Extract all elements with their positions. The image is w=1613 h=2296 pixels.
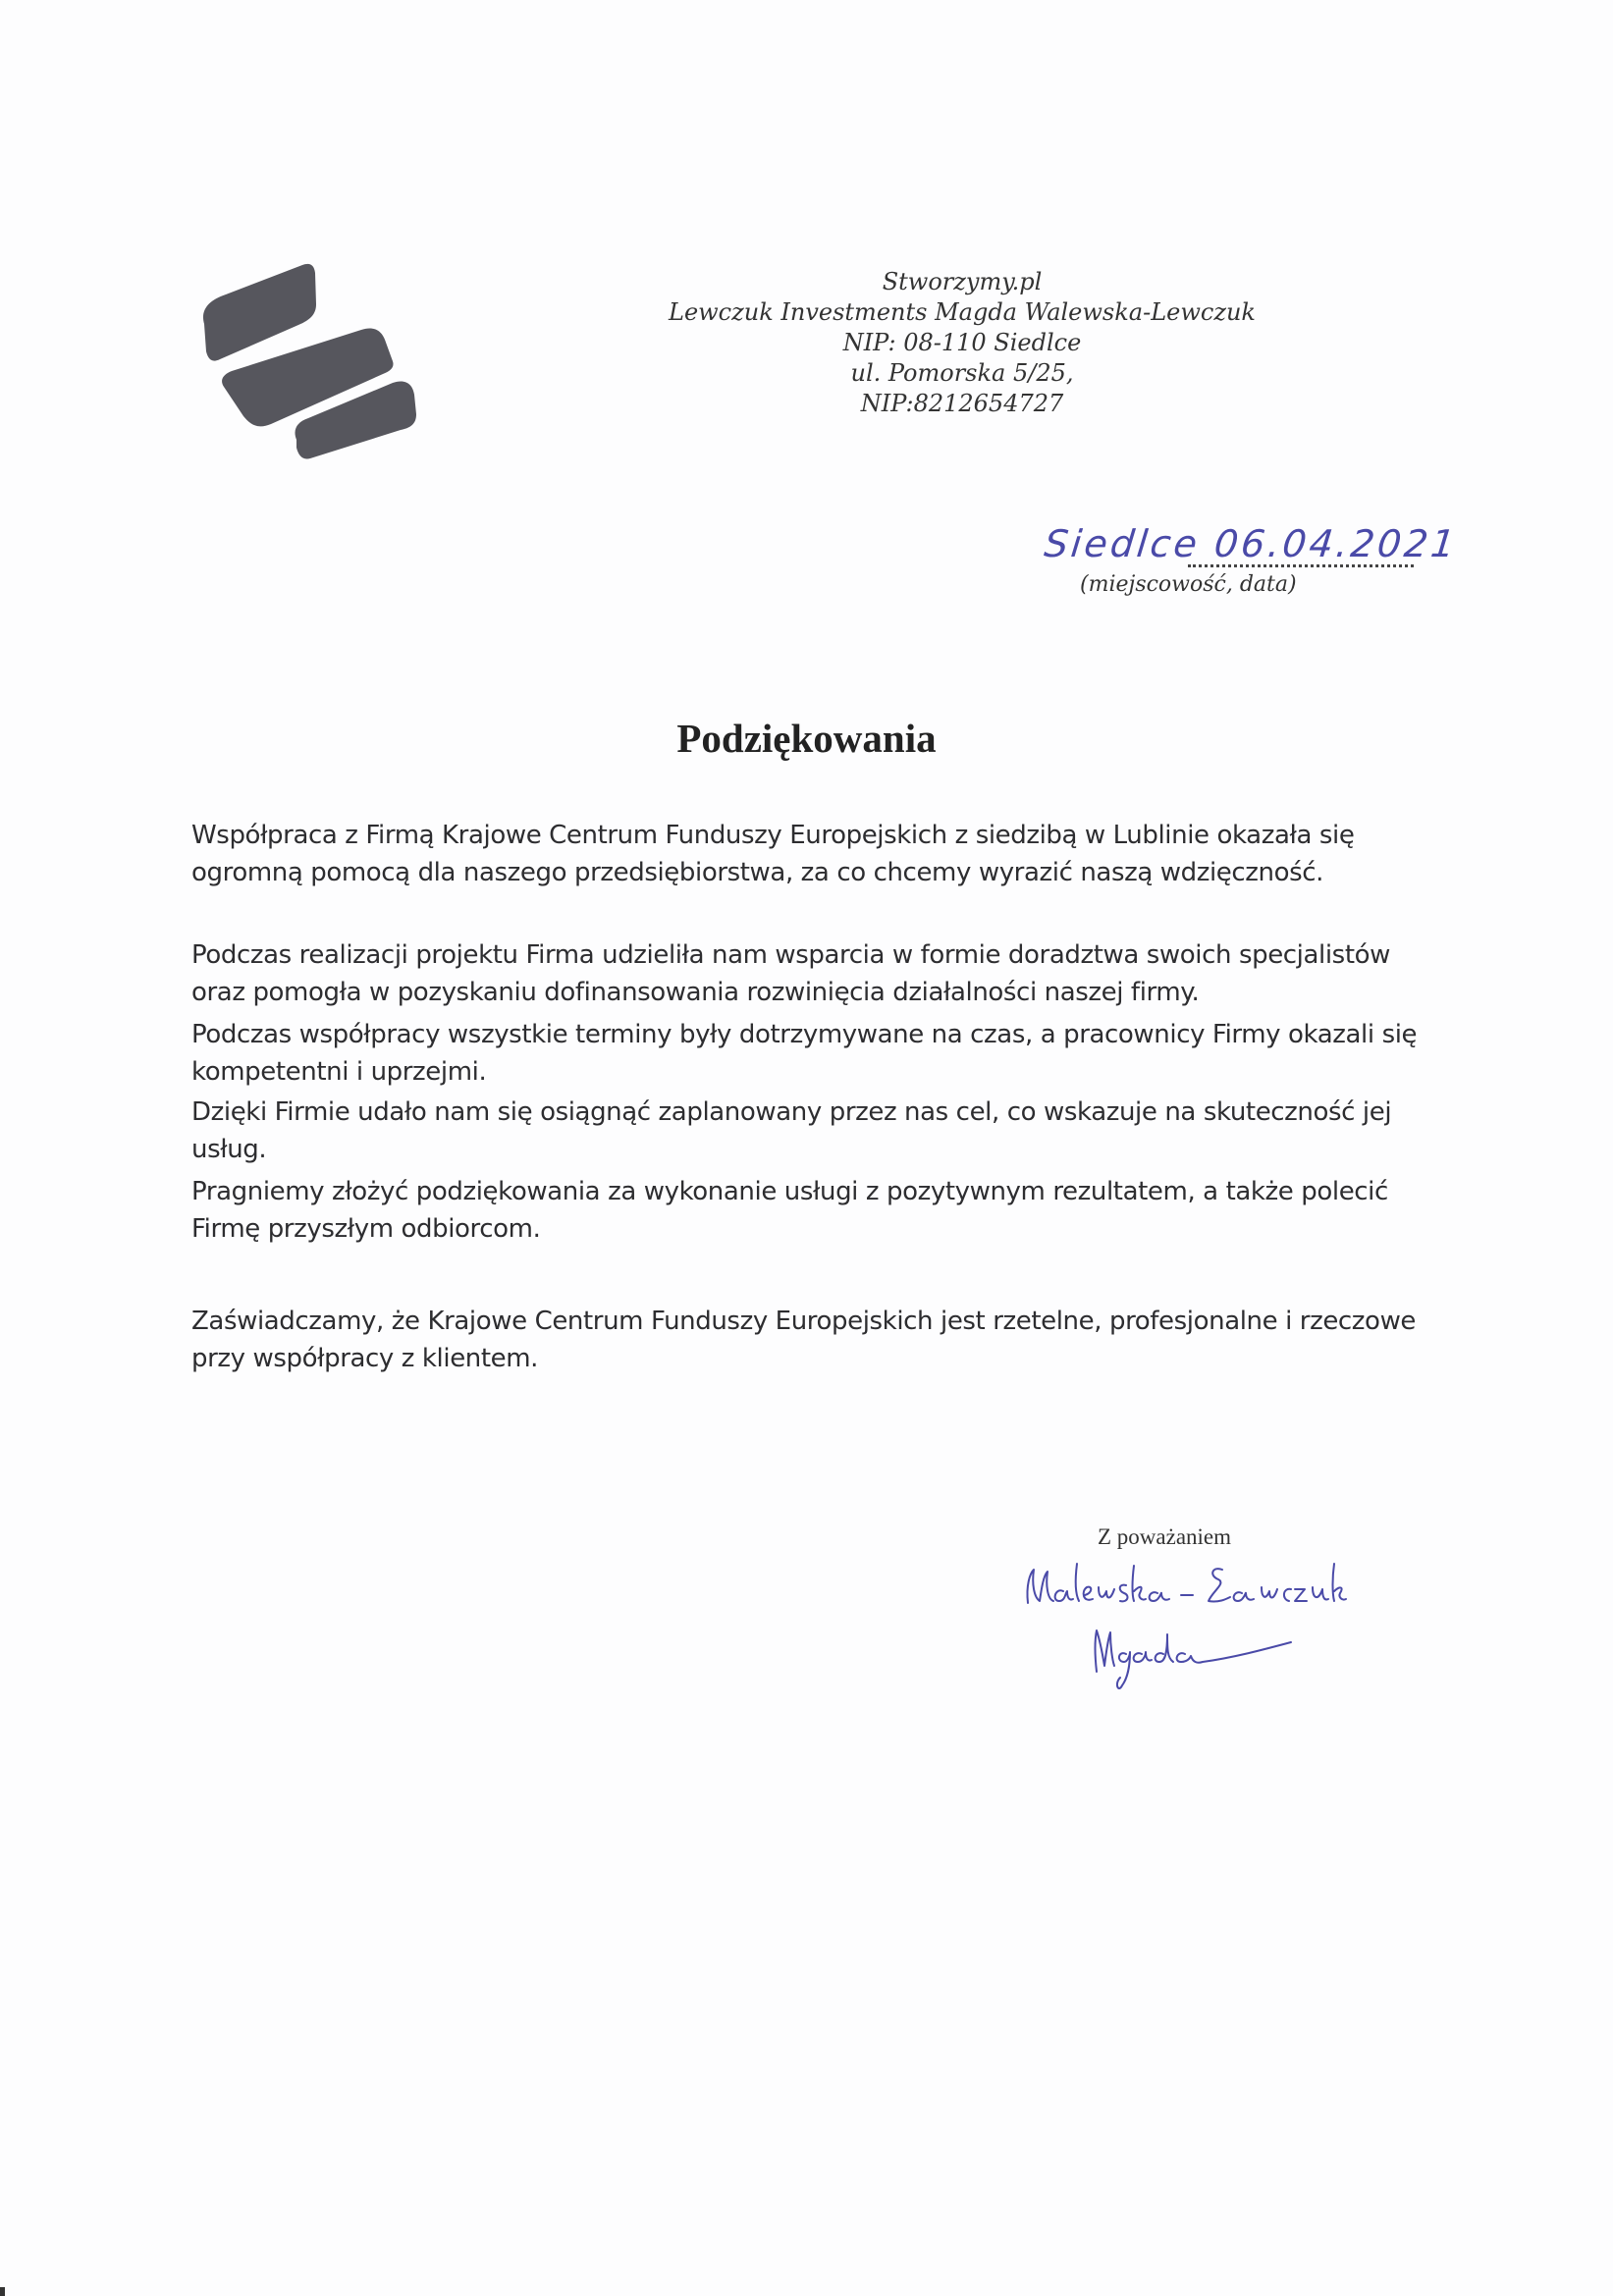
body-line: przy współpracy z klientem. bbox=[191, 1343, 539, 1373]
body-line: Dzięki Firmie udało nam się osiągnąć zaplanowany przez nas cel, co wskazuje na skuteczność jej bbox=[191, 1097, 1392, 1127]
body-line: Firmę przyszłym odbiorcom. bbox=[191, 1213, 541, 1244]
place-date-field bbox=[1041, 510, 1551, 618]
paragraph-certification bbox=[191, 1304, 1497, 1377]
letterhead bbox=[609, 267, 1316, 419]
body-line: Podczas współpracy wszystkie terminy były dotrzymywane na czas, a pracownicy Firmy okazali się bbox=[191, 1020, 1418, 1049]
handwritten-signature bbox=[1016, 1556, 1350, 1703]
body-line: Zaświadczamy, że Krajowe Centrum Funduszy Europejskich jest rzetelne, profesjonalne i rzeczowe bbox=[191, 1307, 1417, 1336]
letterhead-company-site: Stworzymy.pl bbox=[882, 268, 1043, 295]
body-line: Współpraca z Firmą Krajowe Centrum Funduszy Europejskich z siedzibą w Lublinie okazała się bbox=[191, 821, 1355, 850]
logo-bar-top bbox=[203, 264, 316, 361]
body-line: Podczas realizacji projektu Firma udzieliła nam wsparcia w formie doradztwa swoich specjalistów bbox=[191, 940, 1390, 970]
closing-salutation: Z poważaniem bbox=[1098, 1524, 1232, 1549]
body-line: ogromną pomocą dla naszego przedsiębiorstwa, za co chcemy wyrazić naszą wdzięczność. bbox=[191, 857, 1324, 887]
letterhead-city: NIP: 08-110 Siedlce bbox=[842, 329, 1082, 356]
document-title: Podziękowania bbox=[676, 716, 937, 761]
body-line: oraz pomogła w pozyskaniu dofinansowania rozwinięcia działalności naszej firmy. bbox=[191, 977, 1200, 1007]
body-line: kompetentni i uprzejmi. bbox=[191, 1056, 487, 1087]
paragraph-gratitude bbox=[191, 818, 1497, 891]
paragraph-details bbox=[191, 937, 1497, 1248]
body-line: Pragniemy złożyć podziękowania za wykonanie usługi z pozytywnym rezultatem, a także polecić bbox=[191, 1177, 1388, 1206]
scan-edge-mark bbox=[0, 2287, 5, 2296]
handwritten-place-date: Siedlce 06.04.2021 bbox=[1042, 522, 1460, 565]
letterhead-company-name: Lewczuk Investments Magda Walewska-Lewczuk bbox=[669, 298, 1256, 326]
company-logo bbox=[187, 257, 422, 463]
body-line: usług. bbox=[191, 1134, 267, 1164]
place-date-label: (miejscowość, data) bbox=[1080, 572, 1297, 597]
letterhead-nip: NIP:8212654727 bbox=[860, 390, 1064, 417]
letterhead-street: ul. Pomorska 5/25, bbox=[850, 359, 1074, 387]
